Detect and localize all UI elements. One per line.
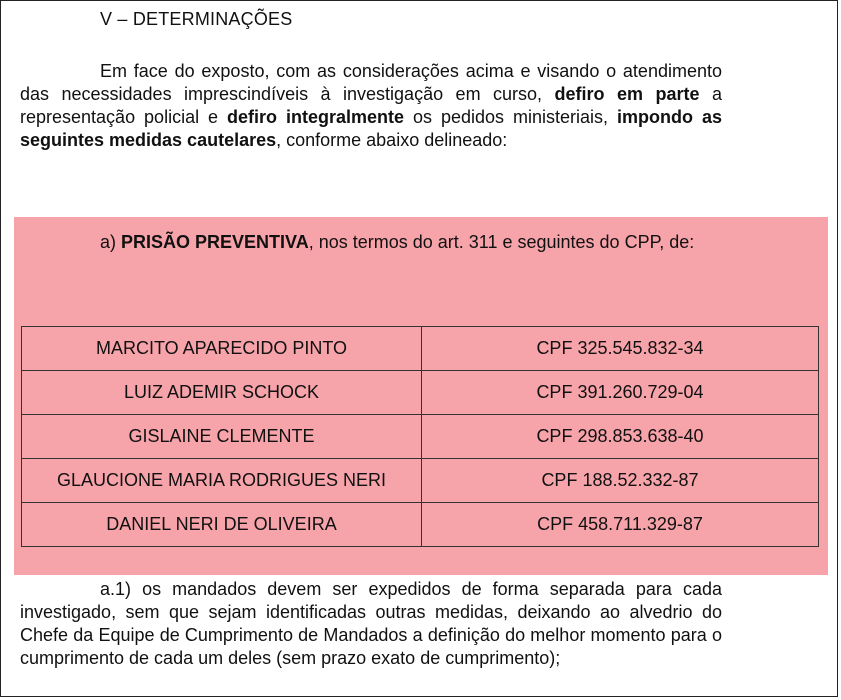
person-cpf: CPF 325.545.832-34 xyxy=(422,327,819,371)
table-row xyxy=(22,415,819,459)
prisao-prefix: a) xyxy=(100,232,122,252)
intro-text-4: , conforme abaixo delineado: xyxy=(276,130,508,150)
prisao-bold: PRISÃO PREVENTIVA xyxy=(121,232,309,252)
person-name: GISLAINE CLEMENTE xyxy=(22,415,422,459)
prisao-paragraph xyxy=(20,231,722,254)
intro-text-2: a representação policial e xyxy=(20,84,722,127)
persons-table xyxy=(21,326,819,547)
intro-text-1: Em face do exposto, com as considerações acima e visando o atendimento das necessidades imprescindíveis à investigação em curso, xyxy=(20,61,722,104)
intro-paragraph xyxy=(20,60,722,152)
person-name: MARCITO APARECIDO PINTO xyxy=(22,327,422,371)
person-cpf: CPF 391.260.729-04 xyxy=(422,371,819,415)
person-cpf: CPF 188.52.332-87 xyxy=(422,459,819,503)
intro-bold-2: defiro integralmente xyxy=(227,107,405,127)
person-name: GLAUCIONE MARIA RODRIGUES NERI xyxy=(22,459,422,503)
table-row xyxy=(22,327,819,371)
a1-paragraph xyxy=(20,578,722,670)
person-name: DANIEL NERI DE OLIVEIRA xyxy=(22,503,422,547)
prisao-suffix: , nos termos do art. 311 e seguintes do CPP, de: xyxy=(308,232,695,252)
intro-text-3: os pedidos ministeriais, xyxy=(404,107,618,127)
person-cpf: CPF 458.711.329-87 xyxy=(422,503,819,547)
section-heading: V – DETERMINAÇÕES xyxy=(100,9,293,29)
table-row xyxy=(22,503,819,547)
table-row xyxy=(22,459,819,503)
table-row xyxy=(22,371,819,415)
intro-bold-1: defiro em parte xyxy=(554,84,700,104)
person-name: LUIZ ADEMIR SCHOCK xyxy=(22,371,422,415)
a1-text: a.1) os mandados devem ser expedidos de forma separada para cada investigado, sem que sejam identificadas outras medidas, deixando ao alvedrio do Chefe da Equipe de Cumprimento de Mandados a definição do melhor momento para o cumprimento de cada um deles (sem prazo exato de cumprimento); xyxy=(20,579,722,668)
intro-bold-3: impondo as seguintes medidas cautelares xyxy=(20,107,722,150)
person-cpf: CPF 298.853.638-40 xyxy=(422,415,819,459)
